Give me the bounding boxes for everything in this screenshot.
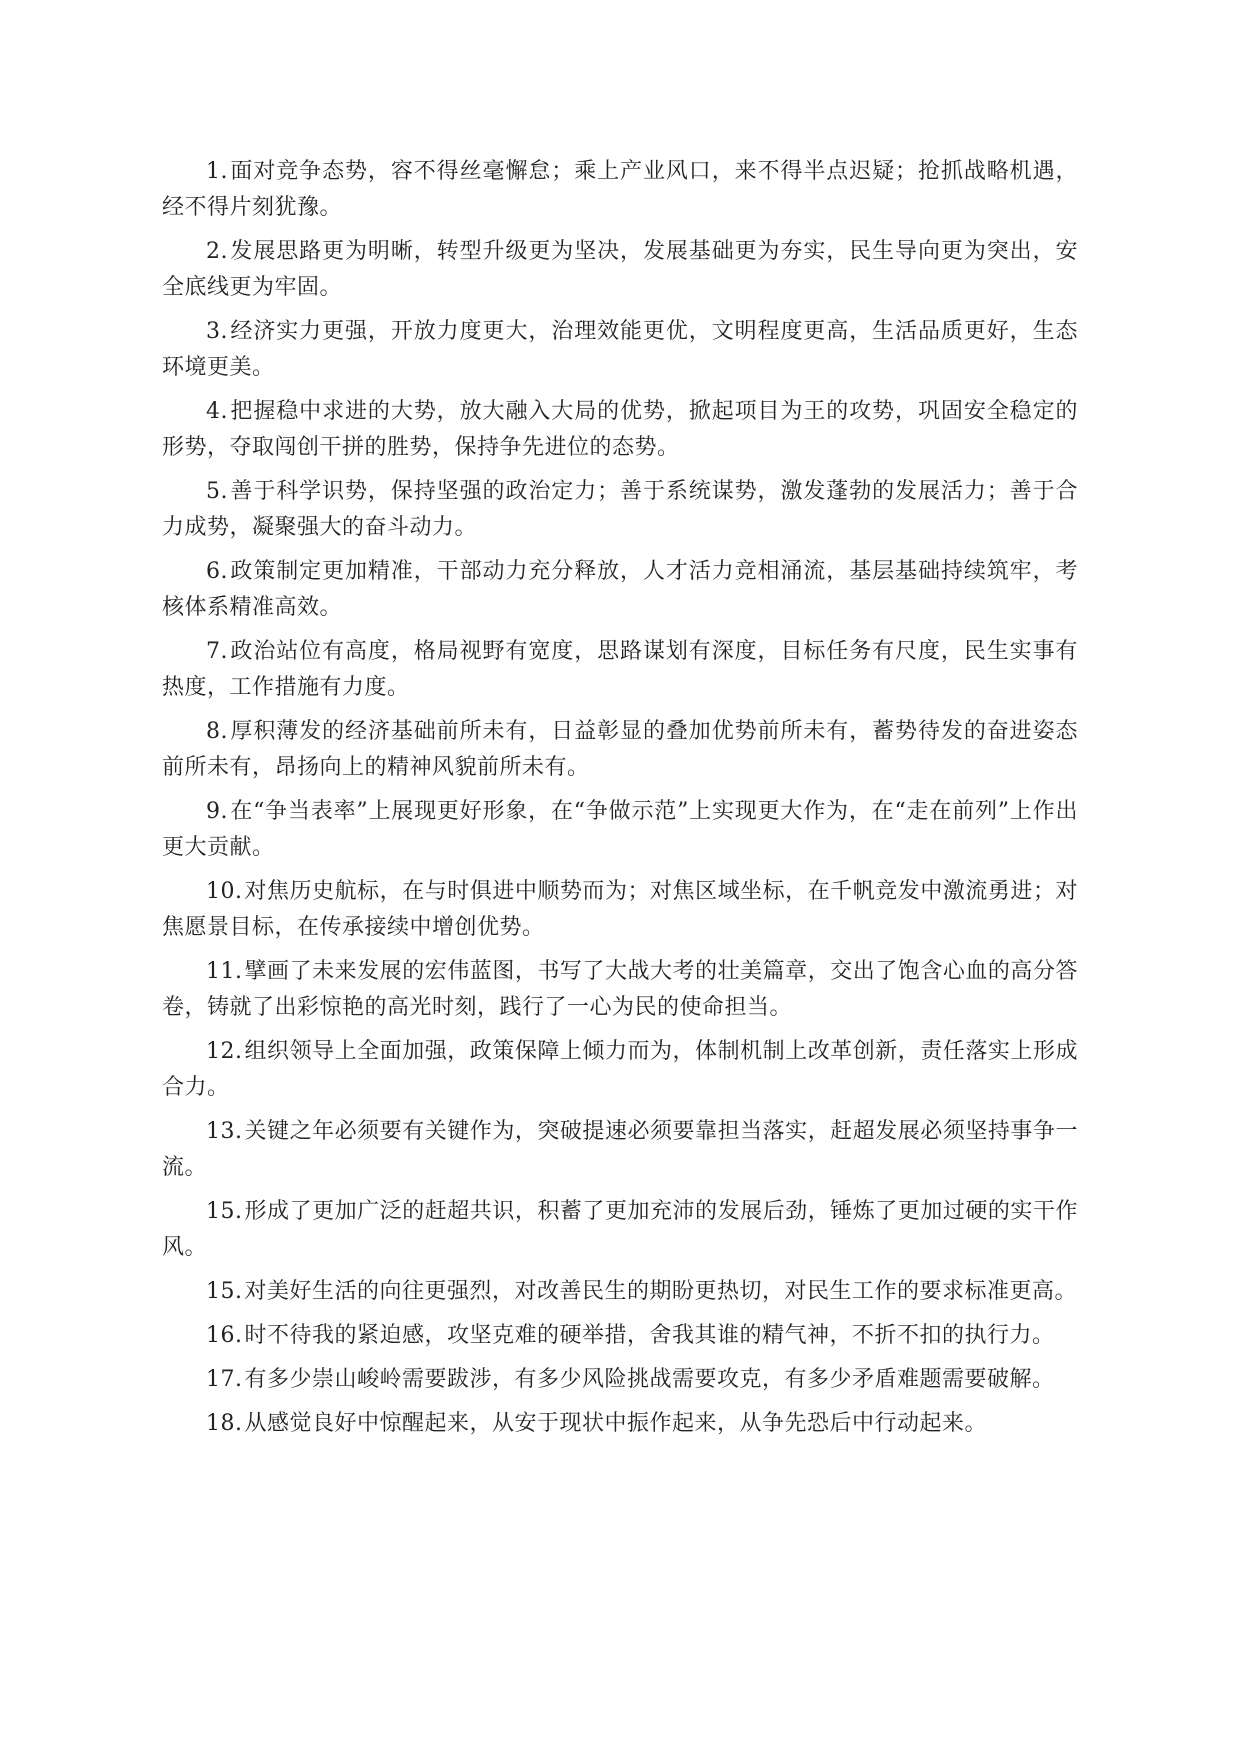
paragraph-number: 5. <box>206 479 228 504</box>
paragraph-6 <box>162 554 1078 626</box>
paragraph-number: 6. <box>206 559 228 584</box>
paragraph-text: 形成了更加广泛的赶超共识，积蓄了更加充沛的发展后劲，锤炼了更加过硬的实干作风。 <box>162 1199 1078 1260</box>
paragraph-text: 在“争当表率”上展现更好形象，在“争做示范”上实现更大作为，在“走在前列”上作出更大贡献。 <box>162 799 1078 860</box>
paragraph-number: 12. <box>206 1039 243 1064</box>
paragraph-15 <box>162 1274 1078 1310</box>
paragraph-12 <box>162 1034 1078 1106</box>
paragraph-text: 有多少崇山峻岭需要跋涉，有多少风险挑战需要攻克，有多少矛盾难题需要破解。 <box>244 1367 1055 1392</box>
paragraph-number: 3. <box>206 319 228 344</box>
paragraph-16 <box>162 1318 1078 1354</box>
paragraph-text: 对焦历史航标，在与时俱进中顺势而为；对焦区域坐标，在千帆竞发中激流勇进；对焦愿景目标，在传承接续中增创优势。 <box>162 879 1078 940</box>
paragraph-text: 擘画了未来发展的宏伟蓝图，书写了大战大考的壮美篇章，交出了饱含心血的高分答卷，铸就了出彩惊艳的高光时刻，践行了一心为民的使命担当。 <box>162 959 1078 1020</box>
paragraph-14 <box>162 1194 1078 1266</box>
paragraph-4 <box>162 394 1078 466</box>
paragraph-text: 把握稳中求进的大势，放大融入大局的优势，掀起项目为王的攻势，巩固安全稳定的形势，夺取闯创干拼的胜势，保持争先进位的态势。 <box>162 399 1078 460</box>
paragraph-text: 从感觉良好中惊醒起来，从安于现状中振作起来，从争先恐后中行动起来。 <box>244 1411 988 1436</box>
paragraph-number: 15. <box>206 1199 243 1224</box>
paragraph-2 <box>162 234 1078 306</box>
paragraph-number: 13. <box>206 1119 243 1144</box>
paragraph-18 <box>162 1406 1078 1442</box>
paragraph-7 <box>162 634 1078 706</box>
paragraph-number: 8. <box>206 719 228 744</box>
paragraph-5 <box>162 474 1078 546</box>
paragraph-text: 政治站位有高度，格局视野有宽度，思路谋划有深度，目标任务有尺度，民生实事有热度，工作措施有力度。 <box>162 639 1078 700</box>
paragraph-number: 4. <box>206 399 228 424</box>
paragraph-10 <box>162 874 1078 946</box>
paragraph-8 <box>162 714 1078 786</box>
paragraph-number: 1. <box>206 159 228 184</box>
paragraph-11 <box>162 954 1078 1026</box>
paragraph-text: 善于科学识势，保持坚强的政治定力；善于系统谋势，激发蓬勃的发展活力；善于合力成势，凝聚强大的奋斗动力。 <box>162 479 1078 540</box>
paragraph-number: 17. <box>206 1367 243 1392</box>
document-body <box>162 154 1078 1450</box>
paragraph-3 <box>162 314 1078 386</box>
paragraph-number: 10. <box>206 879 243 904</box>
paragraph-1 <box>162 154 1078 226</box>
paragraph-number: 7. <box>206 639 228 664</box>
paragraph-number: 18. <box>206 1411 243 1436</box>
paragraph-13 <box>162 1114 1078 1186</box>
paragraph-number: 16. <box>206 1323 243 1348</box>
paragraph-number: 2. <box>206 239 228 264</box>
paragraph-number: 11. <box>206 959 243 984</box>
paragraph-text: 发展思路更为明晰，转型升级更为坚决，发展基础更为夯实，民生导向更为突出，安全底线更为牢固。 <box>162 239 1078 300</box>
paragraph-number: 9. <box>206 799 228 824</box>
paragraph-text: 时不待我的紧迫感，攻坚克难的硬举措，舍我其谁的精气神，不折不扣的执行力。 <box>244 1323 1055 1348</box>
paragraph-text: 厚积薄发的经济基础前所未有，日益彰显的叠加优势前所未有，蓄势待发的奋进姿态前所未有，昂扬向上的精神风貌前所未有。 <box>162 719 1078 780</box>
paragraph-17 <box>162 1362 1078 1398</box>
paragraph-text: 组织领导上全面加强，政策保障上倾力而为，体制机制上改革创新，责任落实上形成合力。 <box>162 1039 1078 1100</box>
paragraph-text: 面对竞争态势，容不得丝毫懈怠；乘上产业风口，来不得半点迟疑；抢抓战略机遇，经不得片刻犹豫。 <box>162 159 1078 220</box>
paragraph-text: 政策制定更加精准，干部动力充分释放，人才活力竞相涌流，基层基础持续筑牢，考核体系精准高效。 <box>162 559 1078 620</box>
paragraph-text: 经济实力更强，开放力度更大，治理效能更优，文明程度更高，生活品质更好，生态环境更美。 <box>162 319 1078 380</box>
paragraph-text: 关键之年必须要有关键作为，突破提速必须要靠担当落实，赶超发展必须坚持事争一流。 <box>162 1119 1078 1180</box>
paragraph-number: 15. <box>206 1279 243 1304</box>
paragraph-9 <box>162 794 1078 866</box>
paragraph-text: 对美好生活的向往更强烈，对改善民生的期盼更热切，对民生工作的要求标准更高。 <box>244 1279 1078 1304</box>
